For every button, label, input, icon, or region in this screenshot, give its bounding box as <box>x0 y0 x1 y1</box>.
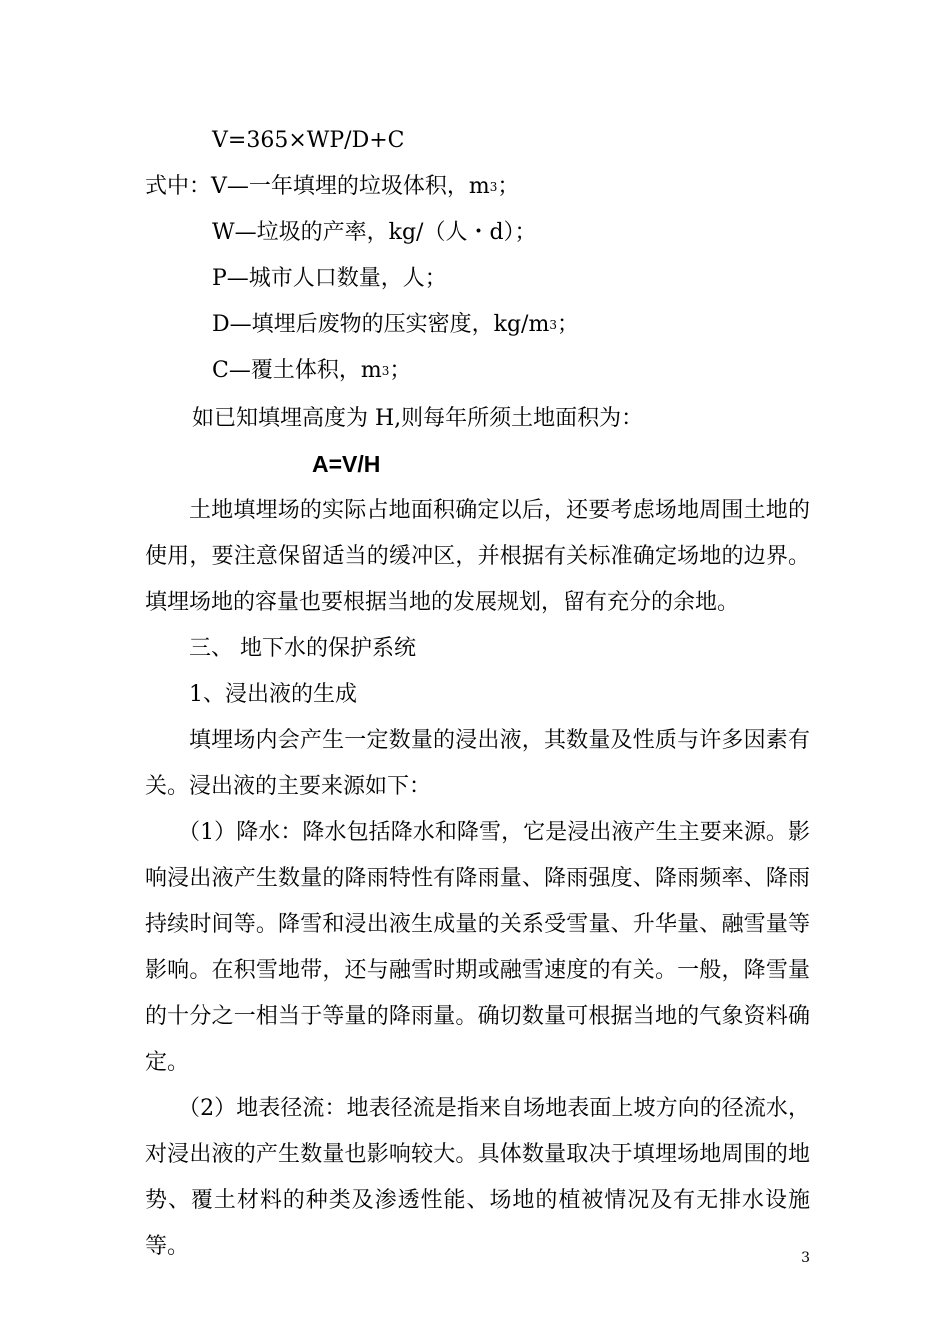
punctuation: ； <box>389 358 412 383</box>
definition-d <box>212 310 579 342</box>
paragraph-precipitation: （1）降水：降水包括降水和降雪，它是浸出液产生主要来源。影响浸出液产生数量的降雨特性有降雨量、降雨强度、降雨频率、降雨持续时间等。降雪和浸出液生成量的关系受雪量、升华量、融雪量等影响。在积雪地带，还与融雪时期或融雪速度的有关。一般，降雪量的十分之一相当于等量的降雨量。确切数量可根据当地的气象资料确定。 <box>145 820 810 1075</box>
punctuation: ； <box>556 312 579 337</box>
definition-v-text: 式中：V—一年填埋的垃圾体积，m <box>145 174 490 199</box>
paragraph-land-area: 土地填埋场的实际占地面积确定以后，还要考虑场地周围土地的使用，要注意保留适当的缓冲区，并根据有关标准确定场地的边界。填埋场地的容量也要根据当地的发展规划，留有充分的余地。 <box>145 498 810 615</box>
superscript: 3 <box>489 180 498 194</box>
definition-w: W—垃圾的产率，kg/（人・d）； <box>212 220 537 245</box>
section-heading: 三、 地下水的保护系统 <box>189 636 416 661</box>
volume-formula: V=365×WP/D+C <box>212 128 405 153</box>
superscript: 3 <box>381 364 390 378</box>
definition-c <box>212 356 411 388</box>
height-sentence: 如已知填埋高度为 H,则每年所须土地面积为： <box>192 406 644 431</box>
definition-c-text: C—覆土体积，m <box>212 358 382 383</box>
paragraph-runoff: （2）地表径流：地表径流是指来自场地表面上坡方向的径流水，对浸出液的产生数量也影响较大。具体数量取决于填埋场地周围的地势、覆土材料的种类及渗透性能、场地的植被情况及有无排水设施等。 <box>145 1096 810 1259</box>
page-number: 3 <box>801 1250 810 1266</box>
paragraph-intro: 填埋场内会产生一定数量的浸出液，其数量及性质与许多因素有关。浸出液的主要来源如下： <box>145 728 810 799</box>
definition-v <box>145 172 519 204</box>
definition-d-text: D—填埋后废物的压实密度，kg/m <box>212 312 550 337</box>
subsection-heading: 1、浸出液的生成 <box>189 682 357 707</box>
punctuation: ； <box>497 174 520 199</box>
definition-p: P—城市人口数量，人； <box>212 266 447 291</box>
area-formula: A=V/H <box>312 451 381 477</box>
superscript: 3 <box>549 318 557 332</box>
